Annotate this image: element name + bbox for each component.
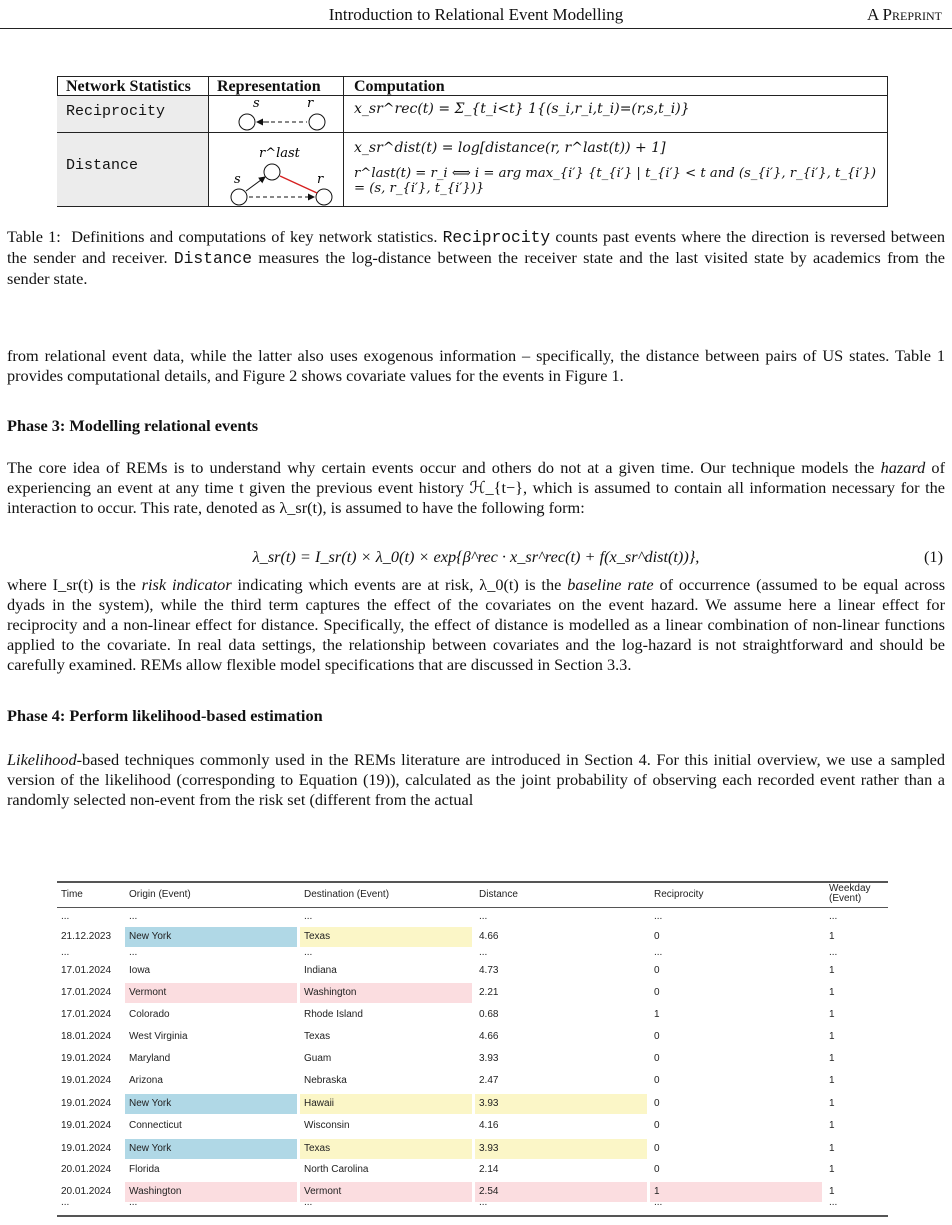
ellipsis-cell: ...: [829, 947, 838, 958]
emphasis: risk indicator: [141, 575, 232, 594]
table-cell: 0: [654, 1120, 660, 1131]
column-header: Reciprocity: [654, 889, 704, 900]
table-cell: 0: [654, 987, 660, 998]
table-cell: 1: [829, 1098, 835, 1109]
table-cell: 0: [654, 1098, 660, 1109]
ellipsis-cell: ...: [479, 911, 488, 922]
column-header: Time: [61, 889, 83, 900]
sender-node: [231, 189, 247, 205]
table1-caption: [7, 227, 945, 289]
caption-text: measures the log-distance between the receiver state and the last visited state by academics from the sender state.: [7, 248, 945, 288]
table-cell: Colorado: [129, 1009, 170, 1020]
table-cell: 1: [829, 1186, 835, 1197]
table-cell: 19.01.2024: [61, 1075, 112, 1086]
emphasis: hazard: [880, 458, 926, 477]
table-cell: Vermont: [125, 983, 297, 1003]
node-label: r^last: [259, 146, 300, 161]
table-cell: 17.01.2024: [61, 965, 112, 976]
table1-header: Representation: [217, 78, 321, 95]
table-rule: [57, 907, 888, 908]
receiver-node: [309, 114, 325, 130]
node-label: s: [234, 172, 241, 187]
table-cell: 1: [829, 1143, 835, 1154]
event-table: [57, 881, 888, 1221]
ellipsis-cell: ...: [479, 1197, 488, 1208]
table-cell: 0: [654, 965, 660, 976]
table-cell: 0: [654, 1031, 660, 1042]
table-cell: 4.73: [479, 965, 499, 976]
column-header: Weekday (Event): [829, 883, 871, 904]
table-cell: Nebraska: [304, 1075, 347, 1086]
table-cell: 0.68: [479, 1009, 499, 1020]
running-head: [0, 0, 952, 29]
table-cell: Hawaii: [300, 1094, 472, 1114]
table-cell: 20.01.2024: [61, 1186, 112, 1197]
table-cell: 0: [654, 1075, 660, 1086]
ellipsis-cell: ...: [129, 911, 138, 922]
table-cell: North Carolina: [304, 1164, 369, 1175]
ellipsis-cell: ...: [654, 911, 663, 922]
table-cell: 1: [829, 987, 835, 998]
table-cell: 2.47: [479, 1075, 499, 1086]
table-cell: 1: [829, 1009, 835, 1020]
ellipsis-cell: ...: [61, 947, 70, 958]
table-cell: New York: [125, 927, 297, 947]
ellipsis-cell: ...: [479, 947, 488, 958]
table1-header: Computation: [354, 78, 445, 95]
table1-header: Network Statistics: [66, 78, 191, 95]
table-cell: 19.01.2024: [61, 1120, 112, 1131]
table-cell: 3.93: [475, 1094, 647, 1114]
header-title: Introduction to Relational Event Modelling: [328, 5, 624, 24]
table-cell: 3.93: [475, 1139, 647, 1159]
table-cell: Texas: [300, 927, 472, 947]
table-cell: Maryland: [129, 1053, 171, 1064]
ellipsis-cell: ...: [654, 1197, 663, 1208]
table-cell: 1: [829, 1031, 835, 1042]
ellipsis-cell: ...: [129, 947, 138, 958]
node-label: r: [307, 96, 314, 111]
formula-text: x_sr^rec(t) = Σ_{t_i<t} 1{(s_i,r_i,t_i)=(r,s,t_i)}: [354, 101, 690, 117]
table-cell: 18.01.2024: [61, 1031, 112, 1042]
table-cell: Guam: [304, 1053, 332, 1064]
table-cell: 4.66: [479, 1031, 499, 1042]
table-cell: New York: [125, 1094, 297, 1114]
table-cell: Texas: [304, 1031, 331, 1042]
table-cell: Texas: [300, 1139, 472, 1159]
text-run: where I_sr(t) is the: [7, 575, 136, 594]
table-cell: Washington: [300, 983, 472, 1003]
table-cell: 17.01.2024: [61, 987, 112, 998]
paragraph: [7, 750, 945, 810]
table-cell: 0: [654, 1053, 660, 1064]
text-run: of occurrence (assumed to be equal across dyads in the system), while the third term captures the effect of the covariates on the event hazard. We assume here a linear effect for reciprocity and a non-linear effect for distance. Specifically, the effect of distance is modelled as a linear combination of non-linear functions applied to the covariate. In real data settings, the relationship between covariates and the log-hazard is not straightforward and should be carefully examined. REMs allow flexible model specifications that are discussed in Section 3.3.: [7, 575, 946, 674]
table-cell: 1: [829, 1164, 835, 1175]
last-state-formula: r^last(t) = r_i ⟺ i = arg max_{i′} {t_{i′} | t_{i′} < t and (s_{i′}, r_{i′}, t_{i′}) = (s, r_{i′}, t_{i′})}: [354, 166, 877, 196]
column-header: Distance: [479, 889, 518, 900]
caption-code: Distance: [173, 249, 253, 268]
table-cell: Wisconsin: [304, 1120, 350, 1131]
table-cell: 1: [650, 1182, 822, 1202]
ellipsis-cell: ...: [829, 1197, 838, 1208]
table-cell: 0: [654, 931, 660, 942]
table-cell: New York: [125, 1139, 297, 1159]
statistics-table: [57, 76, 888, 207]
receiver-node: [316, 189, 332, 205]
table-cell: 19.01.2024: [61, 1143, 112, 1154]
distance-formula: x_sr^dist(t) = log[distance(r, r^last(t)) + 1]: [354, 140, 666, 156]
table-rule: [57, 1215, 888, 1217]
table-cell: Indiana: [304, 965, 337, 976]
emphasis: Likelihood: [7, 750, 77, 769]
paragraph: from relational event data, while the latter also uses exogenous information – specifically, the distance between pairs of US states. Table 1 provides computational details, and Figure 2 shows covariate values for the events in Figure 1.: [7, 346, 945, 385]
table-cell: 3.93: [479, 1053, 499, 1064]
table-cell: 1: [829, 931, 835, 942]
header-tag: A Preprint: [866, 5, 942, 24]
table-cell: 4.66: [479, 931, 499, 942]
last-node: [264, 164, 280, 180]
table-cell: 19.01.2024: [61, 1053, 112, 1064]
table-cell: 1: [829, 1053, 835, 1064]
table-cell: 2.54: [475, 1182, 647, 1202]
column-header: Destination (Event): [304, 889, 390, 900]
column-header: Origin (Event): [129, 889, 191, 900]
ellipsis-cell: ...: [304, 1197, 313, 1208]
caption-label: Table 1:: [7, 227, 61, 246]
ellipsis-cell: ...: [61, 911, 70, 922]
reciprocity-diagram: [209, 96, 343, 132]
table-cell: Washington: [125, 1182, 297, 1202]
node-label: r: [317, 172, 324, 187]
table-cell: Rhode Island: [304, 1009, 363, 1020]
table-cell: 2.21: [479, 987, 499, 998]
table-cell: 17.01.2024: [61, 1009, 112, 1020]
table-cell: Arizona: [129, 1075, 163, 1086]
table-cell: Iowa: [129, 965, 151, 976]
section-heading: Phase 3: Modelling relational events: [7, 416, 259, 435]
table-cell: 1: [829, 965, 835, 976]
text-run: -based techniques commonly used in the REMs literature are introduced in Section 4. For this initial overview, we use a sampled version of the likelihood (corresponding to Equation (19)), calculated as the joint probability of observing each recorded event rather than a randomly selected non-event from the risk set (different from the actual: [7, 750, 945, 809]
table-cell: 19.01.2024: [61, 1098, 112, 1109]
ellipsis-cell: ...: [304, 911, 313, 922]
table-cell: 1: [829, 1075, 835, 1086]
distance-edge: [280, 176, 317, 193]
table-cell: 2.14: [479, 1164, 499, 1175]
equation: λ_sr(t) = I_sr(t) × λ_0(t) × exp{β^rec · x_sr^rec(t) + f(x_sr^dist(t))},: [252, 547, 700, 566]
emphasis: baseline rate: [567, 575, 654, 594]
table-cell: 21.12.2023: [61, 931, 112, 942]
statistic-name: Reciprocity: [66, 103, 166, 120]
ellipsis-cell: ...: [61, 1197, 70, 1208]
text-run: of experiencing an event at any time t given the previous event history ℋ_{t−}, which is assumed to contain all information necessary for the interaction to occur. This rate, denoted as λ_sr(t), is assumed to have the following form:: [7, 458, 945, 517]
section-heading: Phase 4: Perform likelihood-based estimation: [7, 706, 323, 725]
table-cell: 4.16: [479, 1120, 499, 1131]
table-cell: Florida: [129, 1164, 160, 1175]
ellipsis-cell: ...: [304, 947, 313, 958]
caption-text: Definitions and computations of key network statistics.: [71, 227, 438, 246]
edge-arrow: [246, 177, 265, 191]
table-cell: 0: [654, 1164, 660, 1175]
reciprocity-formula: [354, 101, 690, 117]
distance-diagram: [209, 133, 343, 206]
text-run: indicating which events are at risk, λ_0(t) is the: [237, 575, 562, 594]
table-rule: [57, 881, 888, 883]
table-cell: 1: [654, 1009, 660, 1020]
ellipsis-cell: ...: [654, 947, 663, 958]
statistic-name: Distance: [66, 157, 139, 174]
caption-text: counts past events where the direction is reversed between the sender and receiver.: [7, 227, 946, 267]
paragraph: [7, 458, 945, 518]
caption-code: Reciprocity: [442, 228, 551, 247]
table-cell: Vermont: [300, 1182, 472, 1202]
table-cell: West Virginia: [129, 1031, 188, 1042]
paragraph: [7, 575, 945, 675]
ellipsis-cell: ...: [129, 1197, 138, 1208]
ellipsis-cell: ...: [829, 911, 838, 922]
equation-number: (1): [924, 547, 943, 566]
sender-node: [239, 114, 255, 130]
table-cell: 20.01.2024: [61, 1164, 112, 1175]
table-cell: Connecticut: [129, 1120, 182, 1131]
node-label: s: [253, 96, 260, 111]
table-cell: 1: [829, 1120, 835, 1131]
text-run: The core idea of REMs is to understand why certain events occur and others do not at a given time. Our technique models the: [7, 458, 875, 477]
table-cell: 0: [654, 1143, 660, 1154]
